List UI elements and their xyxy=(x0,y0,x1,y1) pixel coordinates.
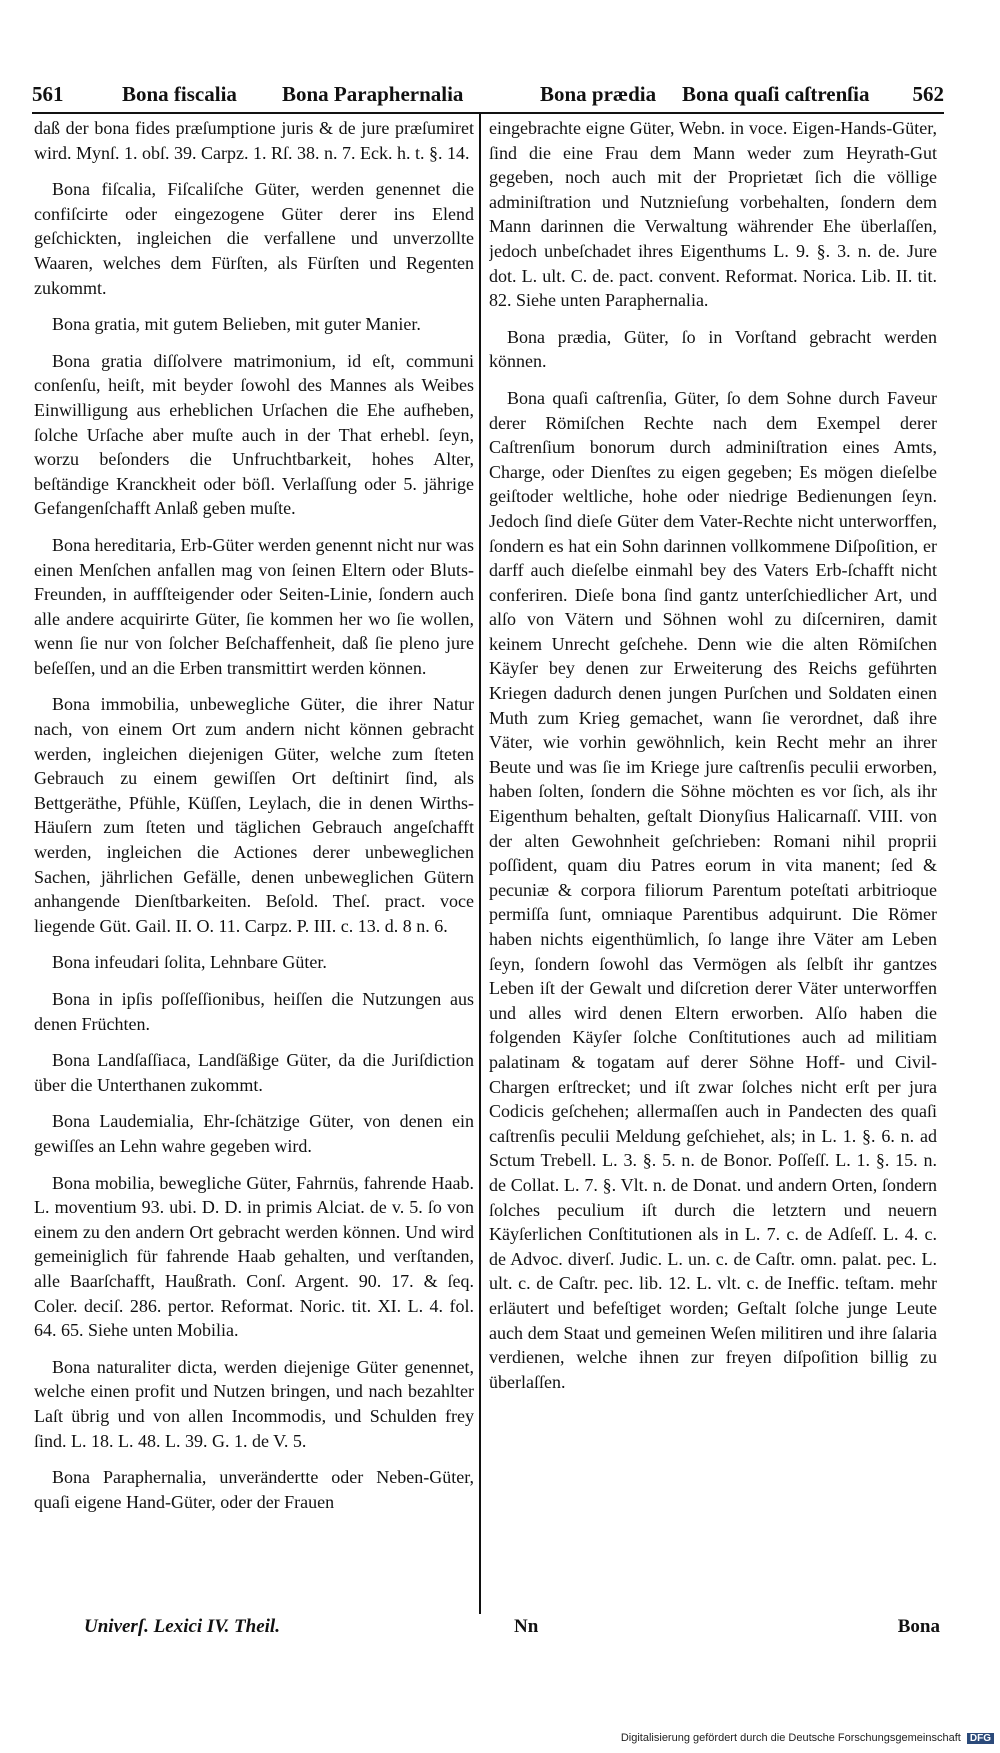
left-column xyxy=(34,116,474,1616)
catchword: Bona xyxy=(897,1616,940,1637)
entry-bona-paraphernalia: Bona Paraphernalia, unverändertte oder Neben-Güter, quaſi eigene Hand-Güter, oder der Frauen xyxy=(34,1467,474,1512)
entry-paraphernalia-continuation: eingebrachte eigne Güter, Webn. in voce. Eigen-Hands-Güter, ſind die eine Frau dem Mann weder zum Heyrath-Gut gegeben, noch auch mit der Proprietæt ſich die völlige adminiſtration und Nutznieſung vorbehalten, ſondern dem Mann darinnen die Verwaltung währender Ehe überlaſſen, jedoch unbeſchadet ihres Eigenthums L. 9. §. 3. n. de. Jure dot. L. ult. C. de. pact. convent. Reformat. Norica. Lib. II. tit. 82. Siehe unten Paraphernalia. xyxy=(489,118,937,311)
dfg-logo-icon: DFG xyxy=(967,1733,994,1744)
entry-bona-gratia-dissolvere: Bona gratia diſſolvere matrimonium, id eſt, communi conſenſu, heiſt, mit beyder ſowohl des Mannes als Weibes Einwilligung aus erheblichen Urſachen die Ehe aufheben, ſolche Urſache aber muſte auch in der That erhebl. ſeyn, worzu beſonders die Unfruchtbarkeit, hohes Alter, beſtändige Kranckheit oder böſl. Verlaſſung oder 5. jährige Gefangenſchafft Anlaß geben muſte. xyxy=(34,350,474,519)
column-divider xyxy=(479,114,481,1614)
page-number-left: 561 xyxy=(32,82,64,106)
page-number-right: 562 xyxy=(912,82,944,106)
entry-bona-infeudari: Bona infeudari ſolita, Lehnbare Güter. xyxy=(52,952,327,973)
entry-bona-in-ipsis-possessionibus: Bona in ipſis poſſeſſionibus, heiſſen die Nutzungen aus denen Früchten. xyxy=(34,989,474,1034)
page-footer xyxy=(34,1616,944,1646)
credit-text: Digitalisierung gefördert durch die Deutsche Forschungsgemeinschaft xyxy=(620,1732,961,1744)
entry-bona-naturaliter: Bona naturaliter dicta, werden diejenige Güter genennet, welche einen profit und Nutzen bringen, und nach bezahlter Laſt übrig und von allen Incommodis, und Schulden frey ſind. L. 18. L. 48. L. 39. G. 1. de V. 5. xyxy=(34,1356,474,1451)
header-title-bona-paraphernalia: Bona Paraphernalia xyxy=(282,82,464,106)
entry-bona-fiscalia: Bona fiſcalia, Fiſcaliſche Güter, werden genennet die confiſcirte oder eingezogene Güter derer ins Elend geſchickten, ingleichen die verfallene und unverzollte Waaren, welches dem Fürſten, als Fürſten und Regenten zukommt. xyxy=(34,179,474,298)
header-title-bona-quasi-castrensia: Bona quaſi caſtrenſia xyxy=(682,82,870,106)
page-header xyxy=(32,82,944,120)
entry-bona-gratia: Bona gratia, mit gutem Belieben, mit guter Manier. xyxy=(52,314,421,335)
entry-continuation: daß der bona fides præſumptione juris & de jure præſumiret wird. Mynſ. 1. obſ. 39. Carpz. 1. Rſ. 38. n. 7. Eck. h. t. §. 14. xyxy=(34,118,474,163)
header-title-bona-praedia: Bona prædia xyxy=(540,82,657,106)
entry-bona-hereditaria: Bona hereditaria, Erb-Güter werden genennt nicht nur was einen Menſchen anfallen mag von ſeinen Eltern oder Bluts-Freunden, in auffſteigender oder Seiten-Linie, ſondern auch alle andere acquirirte Güter, ſie kommen her wo ſie wollen, wenn ſie nur von ſolcher Beſchaffenheit, daß ſie pleno jure beſeſſen, und an die Erben transmittirt werden können. xyxy=(34,534,474,678)
entry-bona-mobilia: Bona mobilia, bewegliche Güter, Fahrnüs, fahrende Haab. L. moventium 93. ubi. D. D. in primis Alciat. de v. 5. ſo von einem zu den andern Ort gebracht werden können. Und wird gemeiniglich für fahrende Haab gehalten, und verſtanden, alle Baarſchafft, Haußrath. Conſ. Argent. 90. 17. & ſeq. Coler. deciſ. 286. pertor. Reformat. Noric. tit. XI. L. 4. fol. 64. 65. Siehe unten Mobilia. xyxy=(34,1172,474,1341)
entry-bona-quasi-castrensia: Bona quaſi caſtrenſia, Güter, ſo dem Sohne durch Faveur derer Römiſchen Rechte nach dem Exempel derer Caſtrenſium bonorum durch adminiſtration eines Amts, Charge, oder Dienſtes zu eigen gegeben; Es mögen dieſelbe geiſtoder weltliche, hohe oder niedrige Bedienungen ſeyn. Jedoch ſind dieſe Güter dem Vater-Rechte nicht unterworffen, ſondern es hat ein Sohn darinnen vollkommene Diſpoſition, er darff auch dieſelbe einmahl bey des Vaters Erb-ſchafft nicht conferiren. Dieſe bona ſind gantz unterſchiedlicher Art, und alſo von Vätern und Söhnen wohl zu diſcerniren, damit keinem Unrecht geſchehe. Denn wie die alten Römiſchen Käyſer bey denen zur Erweiterung des Reichs geführten Kriegen dadurch denen jungen Purſchen und Soldaten einen Muth zum Krieg gemachet, wann ſie verordnet, daß ihre Väter, wie vorhin gewöhnlich, kein Recht mehr an ihrer Beute und was ſie im Kriege jure caſtrenſis peculii erworben, haben ſolten, ſondern die Söhne möchten es vor ſich, als ihr Eigenthum behalten, geſtalt Dionyſius Halicarnaſſ. VIII. von der alten Gewohnheit geſchrieben: Romani nihil proprii poſſident, quam diu Patres eorum in vita manent; ſed & pecuniæ & corpora filiorum Parentum poteſtati arbitrioque permiſſa ſunt, omniaque Parentibus adquirunt. Die Römer haben nichts eigenthümlich, ſo lange ihre Väter am Leben ſeyn, ſondern ſowohl das Vermögen als ſelbſt ihr gantzes Leben iſt der Gewalt und diſcretion derer Väter unterworffen und alles wird denen Eltern erworben. Alſo haben die folgenden Käyſer ſolche Conſtitutiones auch ad militiam palatinam & togatam auf derer Söhne Hoff- und Civil-Chargen erſtrecket; und iſt zwar ſolches nicht erſt per jura Codicis geſchehen; allermaſſen auch in Pandecten des quaſi caſtrenſis peculii Meldung geſchiehet, als; in L. 1. §. 6. n. ad Sctum Trebell. L. 3. §. 5. n. de Bonor. Poſſeſſ. L. 1. §. 15. n. de Collat. L. 7. §. Vlt. n. de Donat. und andern Orten, ſondern ſolches peculium iſt durch die letztern und neuern Käyſerlichen Conſtitutionen als in L. 7. c. de Adſeſſ. L. 4. c. de Advoc. diverſ. Judic. L. un. c. de Caſtr. omn. palat. pec. L. ult. c. de Caſtr. pec. lib. 12. L. vlt. c. de Ineffic. teſtam. mehr erläutert und befeſtiget worden; Geſtalt ſolche junge Leute auch dem Staat und gemeinen Weſen militiren und ihre ſalaria verdienen, welche ihnen zur freyen diſpoſition billig zu überlaſſen. xyxy=(489,387,937,1392)
digitization-credit xyxy=(621,1732,994,1750)
header-rule xyxy=(32,112,944,114)
printer-signature-mark: Nn xyxy=(514,1616,539,1637)
volume-signature: Univerſ. Lexici IV. Theil. xyxy=(84,1616,280,1637)
entry-bona-praedia: Bona prædia, Güter, ſo in Vorſtand gebracht werden können. xyxy=(489,326,937,372)
header-title-bona-fiscalia: Bona fiscalia xyxy=(122,82,237,106)
entry-bona-immobilia: Bona immobilia, unbewegliche Güter, die ihrer Natur nach, von einem Ort zum andern nicht können gebracht werden, ingleichen diejenigen Güter, welche zum ſteten Gebrauch zu einem gewiſſen Ort deſtinirt ſind, als Bettgeräthe, Pfühle, Küſſen, Leylach, die in denen Wirths-Häuſern zum ſteten und täglichen Gebrauch angeſchafft werden, ingleichen die Actiones derer unbeweglichen Sachen, jährlichen Gefälle, denen unbeweglichen Gütern anhangende Dienſtbarkeiten. Beſold. Theſ. pract. voce liegende Güt. Gail. II. O. 11. Carpz. P. III. c. 13. d. 8 n. 6. xyxy=(34,694,474,936)
entry-bona-landsassiaca: Bona Landſaſſiaca, Landſäßige Güter, da die Juriſdiction über die Unterthanen zukommt. xyxy=(34,1050,474,1095)
right-column xyxy=(489,116,937,1616)
entry-bona-laudemialia: Bona Laudemialia, Ehr-ſchätzige Güter, von denen ein gewiſſes an Lehn wahre gegeben wird. xyxy=(34,1111,474,1156)
